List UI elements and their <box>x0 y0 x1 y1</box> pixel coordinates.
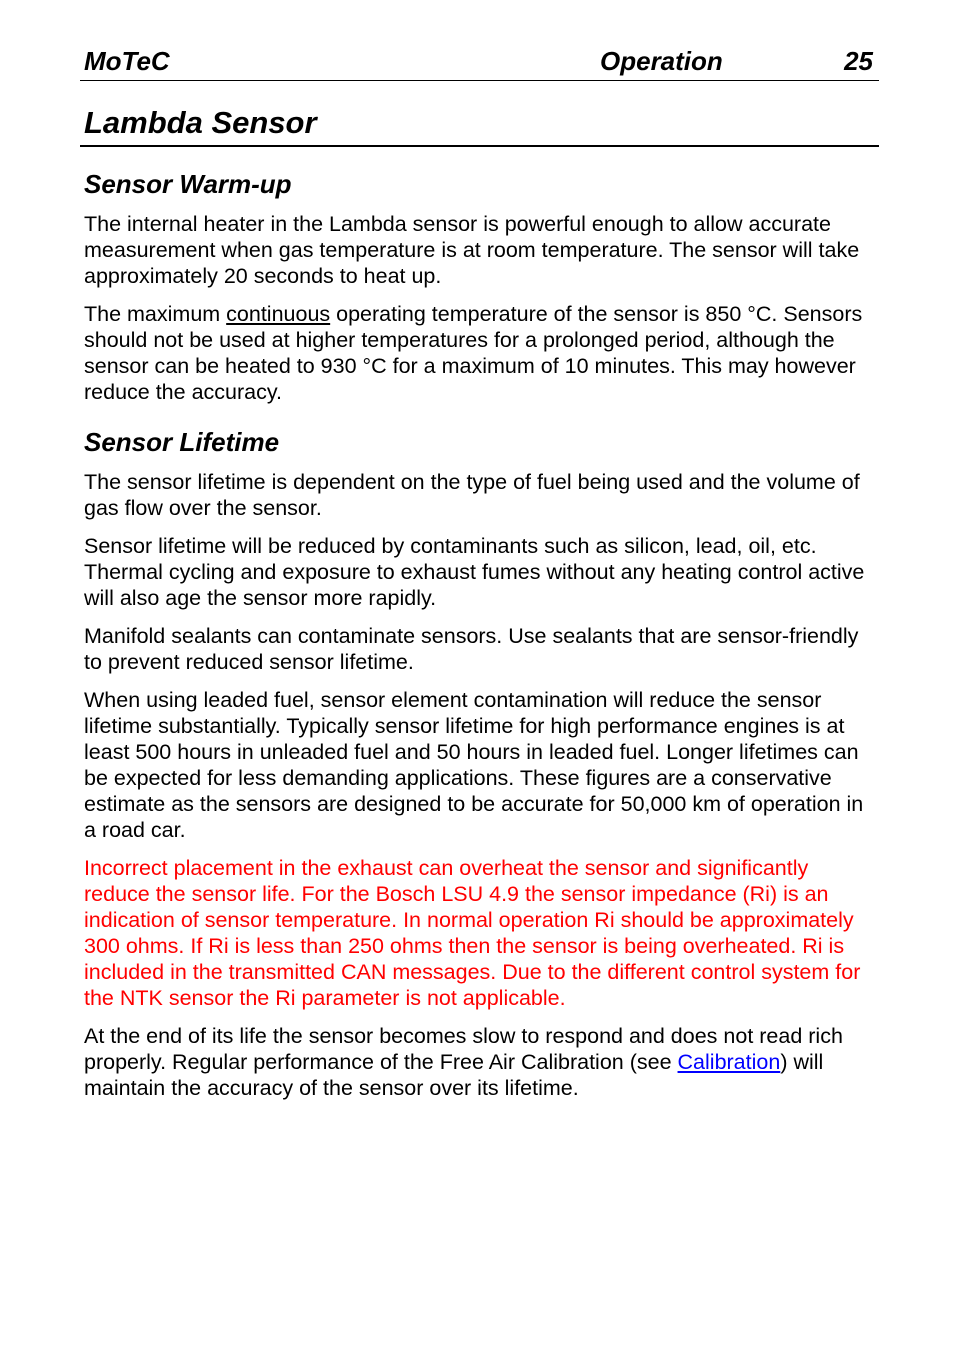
chapter-title: Lambda Sensor <box>80 103 879 147</box>
lifetime-paragraph-1: The sensor lifetime is dependent on the type of fuel being used and the volume of gas flow over the sensor. <box>84 470 860 520</box>
lifetime-paragraph-5 <box>84 1023 876 1101</box>
warmup-paragraph-1: The internal heater in the Lambda sensor is powerful enough to allow accurate measurement when gas temperature is at room temperature. The sensor will take approximately 20 seconds to heat up. <box>84 212 860 288</box>
calibration-link[interactable]: Calibration <box>677 1050 781 1074</box>
document-page <box>80 44 879 1113</box>
lifetime-paragraph-3: Manifold sealants can contaminate sensors. Use sealants that are sensor-friendly to prevent reduced sensor lifetime. <box>84 624 859 674</box>
section-title-lifetime: Sensor Lifetime <box>84 427 280 457</box>
section-title-warmup: Sensor Warm-up <box>84 169 292 199</box>
underlined-continuous: continuous <box>226 302 331 326</box>
warmup-p2-before: The maximum <box>84 302 227 326</box>
header-page-number: 25 <box>844 46 873 76</box>
warning-paragraph: Incorrect placement in the exhaust can overheat the sensor and significantly reduce the sensor life. For the Bosch LSU 4.9 the sensor impedance (Ri) is an indication of sensor temperature. In normal operation Ri should be approximately 300 ohms. If Ri is less than 250 ohms then the sensor is being overheated. Ri is included in the transmitted CAN messages. Due to the different control system for the NTK sensor the Ri parameter is not applicable. <box>84 856 861 1010</box>
header-section: Operation <box>600 46 723 76</box>
lifetime-paragraph-4: When using leaded fuel, sensor element contamination will reduce the sensor lifetime substantially. Typically sensor lifetime for high performance engines is at least 500 hours in unleaded fuel and 50 hours in leaded fuel. Longer lifetimes can be expected for less demanding applications. These figures are a conservative estimate as the sensors are designed to be accurate for 50,000 km of operation in a road car. <box>84 688 864 842</box>
warmup-paragraph-2 <box>84 301 876 405</box>
lifetime-p5-before: At the end of its life the sensor becomes slow to respond and does not read rich properly. Regular performance of the Free Air Calibration (see <box>84 1024 843 1074</box>
header-brand: MoTeC <box>84 46 170 76</box>
lifetime-paragraph-2: Sensor lifetime will be reduced by contaminants such as silicon, lead, oil, etc. Thermal cycling and exposure to exhaust fumes without any heating control active will also age the sensor more rapidly. <box>84 534 865 610</box>
running-header <box>80 44 879 81</box>
lifetime-p5-after: ) will maintain the accuracy of the sensor over its lifetime. <box>84 1050 824 1100</box>
warmup-p2-after: operating temperature of the sensor is 850 °C. Sensors should not be used at higher temperatures for a prolonged period, although the sensor can be heated to 930 °C for a maximum of 10 minutes. This may however reduce the accuracy. <box>84 302 863 404</box>
